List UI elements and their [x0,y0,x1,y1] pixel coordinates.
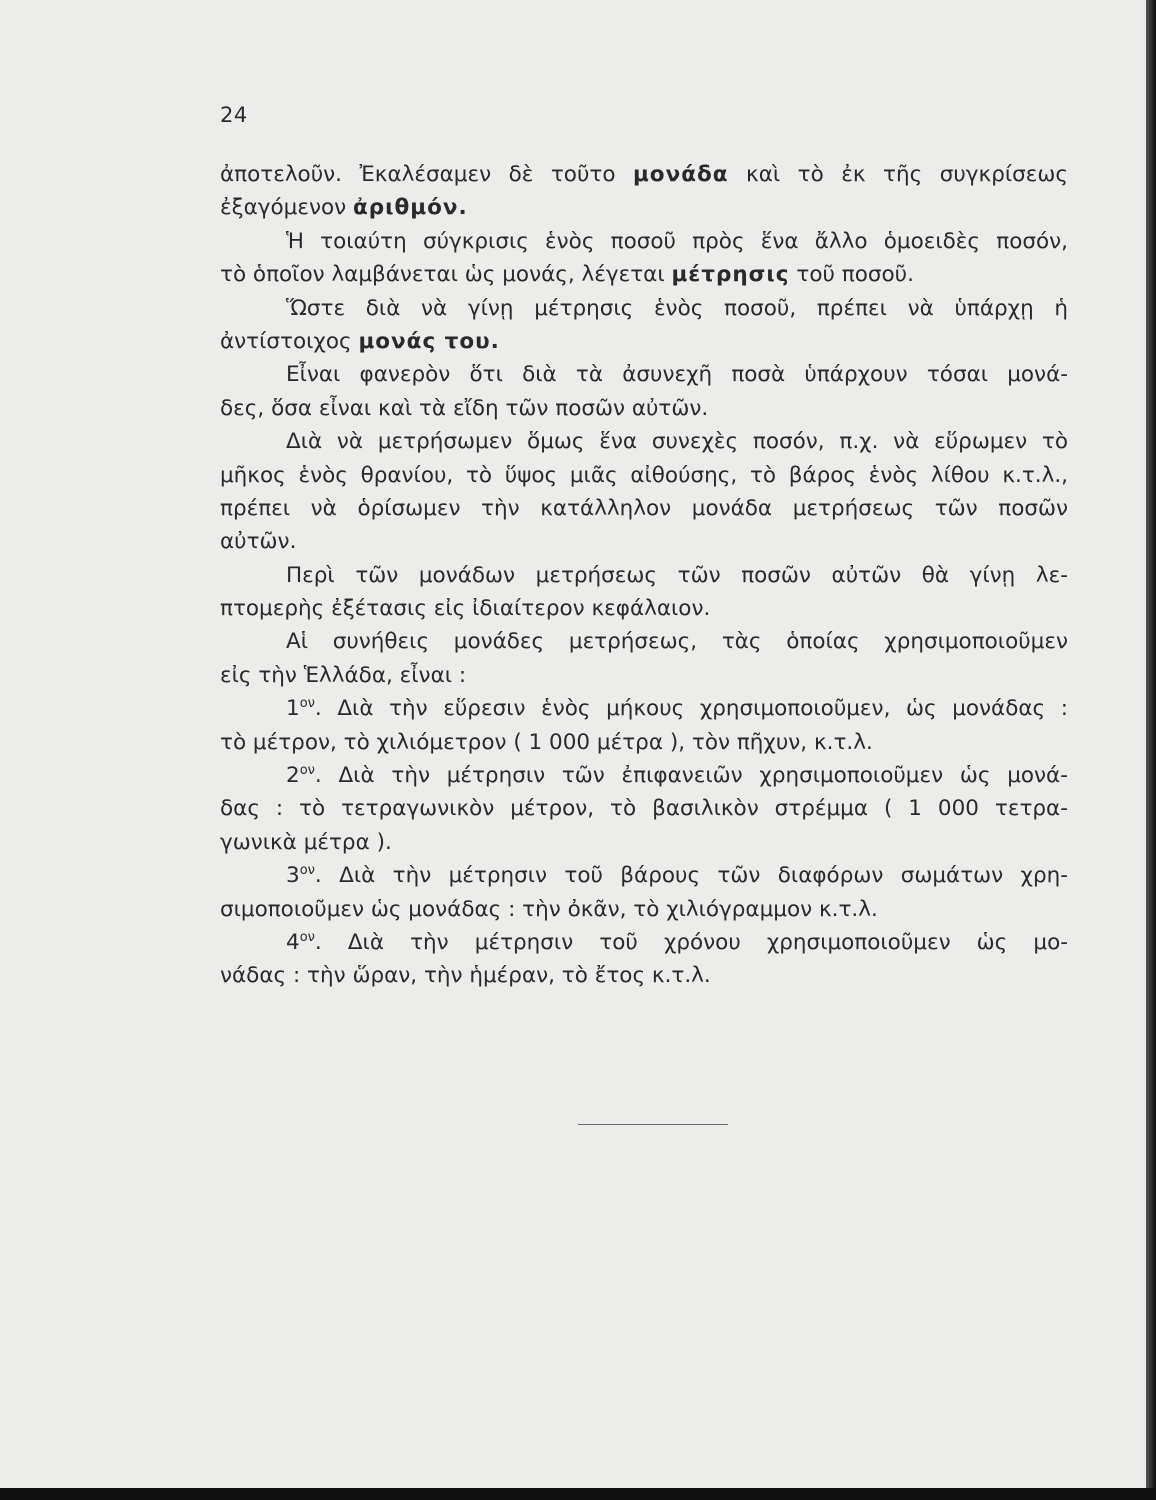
text-line [220,492,1068,525]
text-run: Περὶ τῶν μονάδων μετρήσεως τῶν ποσῶν αὐτῶν θὰ γίνῃ λε- [286,562,1068,588]
text-line [220,325,1068,358]
ordinal-suffix: ον [299,929,315,945]
text-line [220,158,1068,191]
text-line [220,726,1068,759]
section-divider [578,1124,728,1125]
text-run: τὸ ὁποῖον λαμβάνεται ὡς μονάς, λέγεται [220,262,672,288]
text-run: πτομερὴς ἐξέτασις εἰς ἰδιαίτερον κεφάλαιον. [220,596,711,622]
text-run: Ἡ τοιαύτη σύγκρισις ἑνὸς ποσοῦ πρὸς ἕνα ἄλλο ὁμοειδὲς ποσόν, [286,228,1068,254]
text-line [220,592,1068,625]
text-run: . Διὰ τὴν μέτρησιν τῶν ἐπιφανειῶν χρησιμοποιοῦμεν ὡς μονά- [314,763,1068,789]
text-run: Ὥστε διὰ νὰ γίνῃ μέτρησις ἑνὸς ποσοῦ, πρέπει νὰ ὑπάρχῃ ἡ [286,295,1068,321]
text-line [220,926,1068,959]
text-line [220,258,1068,291]
text-run: 1 [286,696,300,722]
scan-edge-bottom [0,1488,1156,1500]
text-run: ἀντίστοιχος [220,328,359,354]
text-line [220,659,1068,692]
text-line [220,893,1068,926]
text-run: νάδας : τὴν ὥραν, τὴν ἡμέραν, τὸ ἔτος κ.τ.λ. [220,963,711,989]
scan-edge-right [1146,0,1156,1500]
text-run: 3 [286,863,300,889]
ordinal-suffix: ον [299,863,315,879]
text-run: εἰς τὴν Ἑλλάδα, εἶναι : [220,662,467,688]
ordinal-suffix: ον [299,696,315,712]
emphasized-term: μονάδα [632,162,729,187]
emphasized-term: μονάς του. [358,328,500,354]
body-text [220,158,1068,993]
text-run: καὶ τὸ ἐκ τῆς συγκρίσεως [728,162,1068,187]
text-line [220,392,1068,425]
text-line [220,225,1068,258]
text-line [220,692,1068,725]
text-run: γωνικὰ μέτρα ). [220,829,392,855]
text-run: Αἱ συνήθεις μονάδες μετρήσεως, τὰς ὁποίας χρησιμοποιοῦμεν [286,629,1068,655]
text-line [220,525,1068,558]
text-run: τὸ μέτρον, τὸ χιλιόμετρον ( 1 000 μέτρα ), τὸν πῆχυν, κ.τ.λ. [220,729,873,755]
emphasized-term: μέτρησις [671,262,790,288]
text-line [220,425,1068,458]
text-run: . Διὰ τὴν μέτρησιν τοῦ χρόνου χρησιμοποιοῦμεν ὡς μο- [314,929,1068,955]
text-line [220,959,1068,992]
text-line [220,826,1068,859]
text-run: δες, ὅσα εἶναι καὶ τὰ εἴδη τῶν ποσῶν αὐτῶν. [220,395,709,421]
text-run: Διὰ νὰ μετρήσωμεν ὅμως ἕνα συνεχὲς ποσόν, π.χ. νὰ εὕρωμεν τὸ [286,429,1068,455]
text-run: ἀποτελοῦν. Ἐκαλέσαμεν δὲ τοῦτο [220,162,633,187]
page-number: 24 [220,103,248,127]
text-line [220,859,1068,892]
text-run: ἐξαγόμενον [220,195,353,221]
text-run: . Διὰ τὴν εὕρεσιν ἑνὸς μήκους χρησιμοποιοῦμεν, ὡς μονάδας : [314,696,1068,722]
text-run: τοῦ ποσοῦ. [789,262,914,288]
text-line [220,625,1068,658]
text-run: 2 [286,763,300,789]
text-run: μῆκος ἑνὸς θρανίου, τὸ ὕψος μιᾶς αἰθούσης, τὸ βάρος ἑνὸς λίθου κ.τ.λ., [220,462,1068,488]
text-run: πρέπει νὰ ὁρίσωμεν τὴν κατάλληλον μονάδα μετρήσεως τῶν ποσῶν [220,495,1068,521]
ordinal-suffix: ον [299,763,315,779]
text-line [220,292,1068,325]
text-run: αὐτῶν. [220,529,297,555]
emphasized-term: ἀριθμόν. [352,195,468,221]
text-run: δας : τὸ τετραγωνικὸν μέτρον, τὸ βασιλικὸν στρέμμα ( 1 000 τετρα- [220,796,1068,822]
text-run: Εἶναι φανερὸν ὅτι διὰ τὰ ἀσυνεχῆ ποσὰ ὑπάρχουν τόσαι μονά- [286,362,1068,388]
text-line [220,759,1068,792]
text-run: 4 [286,929,300,955]
text-line [220,459,1068,492]
text-run: . Διὰ τὴν μέτρησιν τοῦ βάρους τῶν διαφόρων σωμάτων χρη- [314,863,1068,889]
text-line [220,358,1068,391]
text-run: σιμοποιοῦμεν ὡς μονάδας : τὴν ὀκᾶν, τὸ χιλιόγραμμον κ.τ.λ. [220,896,878,922]
text-line [220,191,1068,224]
text-line [220,792,1068,825]
text-line [220,559,1068,592]
